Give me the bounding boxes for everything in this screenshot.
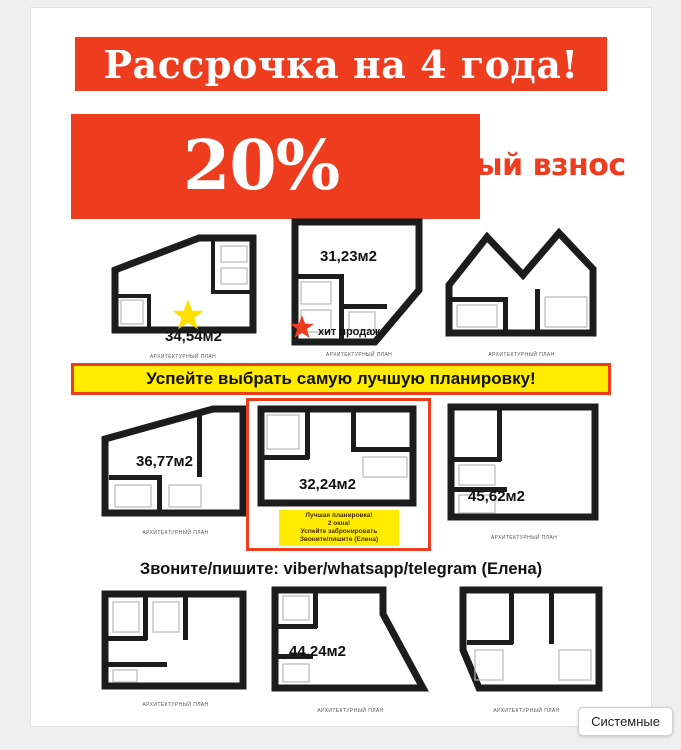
note-line-3: Успейте забронировать: [300, 528, 378, 535]
flyer-sheet: [31, 8, 651, 726]
headline-text: Рассрочка на 4 года!: [103, 41, 579, 87]
plan-area-1: 34,54м2: [165, 328, 222, 345]
note-line-2: 2 окна!: [327, 519, 351, 527]
note-line-1: Лучшая планировка!: [305, 511, 373, 519]
plan-caption-8: АРХИТЕКТУРНЫЙ ПЛАН: [317, 708, 384, 714]
plan-area-6: 45,62м2: [468, 488, 525, 505]
system-chip-button[interactable]: [578, 707, 673, 736]
percent-caption: первый взнос: [396, 148, 626, 183]
plan-area-4: 36,77м2: [136, 453, 193, 470]
plan-area-8: 44,24м2: [289, 643, 346, 660]
plan-caption-9: АРХИТЕКТУРНЫЙ ПЛАН: [493, 708, 560, 714]
promo-strip-text: Успейте выбрать самую лучшую планировку!: [146, 369, 536, 388]
floorplan-drawing-9: [439, 584, 614, 706]
plan-area-5: 32,24м2: [299, 476, 356, 493]
system-chip-label: Системные: [591, 714, 660, 729]
plan-caption-7: АРХИТЕКТУРНЫЙ ПЛАН: [142, 702, 209, 708]
plan-card-7: [93, 588, 258, 708]
floorplan-drawing-6: [439, 401, 609, 533]
plan-card-6: [439, 401, 609, 541]
contact-line: Звоните/пишите: viber/whatsapp/telegram (Елена): [139, 560, 543, 578]
headline-banner: [71, 33, 611, 95]
hit-sales-label: хит продаж: [318, 326, 381, 338]
percent-value: 20%: [183, 126, 340, 206]
floorplan-drawing-3: [439, 223, 604, 349]
plan-card-3: [439, 223, 604, 358]
plan-card-9: [439, 584, 614, 714]
plan-caption-4: АРХИТЕКТУРНЫЙ ПЛАН: [142, 530, 209, 536]
floorplan-drawing-5: [251, 403, 427, 515]
note-line-4: Звоните/пишите (Елена): [299, 536, 379, 544]
promo-strip: [71, 363, 611, 395]
plan-caption-1: АРХИТЕКТУРНЫЙ ПЛАН: [149, 354, 217, 360]
plan-caption-3: АРХИТЕКТУРНЫЙ ПЛАН: [488, 352, 555, 358]
highlight-note-box: [279, 510, 399, 546]
plan-caption-6: АРХИТЕКТУРНЫЙ ПЛАН: [490, 535, 558, 541]
plan-area-2: 31,23м2: [320, 248, 377, 265]
floorplan-drawing-7: [93, 588, 258, 700]
plan-caption-2: АРХИТЕКТУРНЫЙ ПЛАН: [325, 352, 393, 358]
